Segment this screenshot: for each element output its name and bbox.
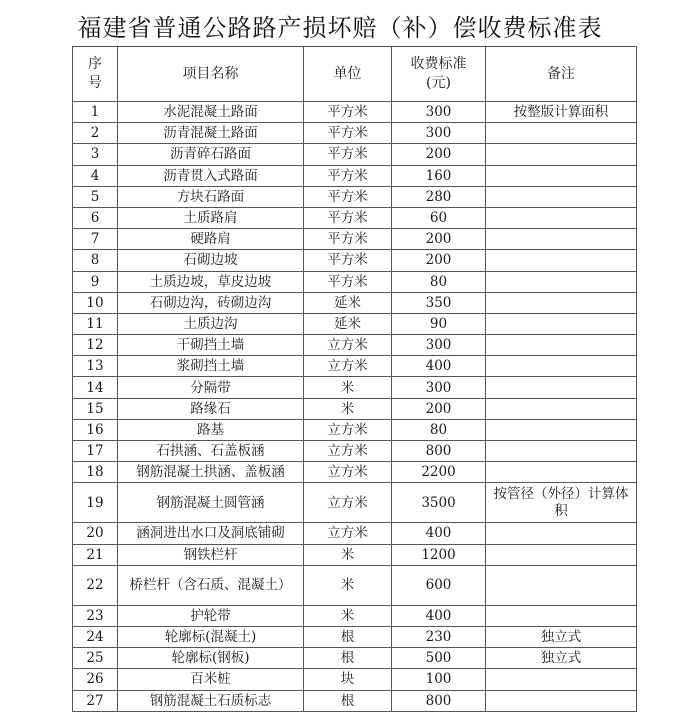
header-name: 项目名称 [118, 47, 304, 102]
row-fee: 350 [392, 292, 486, 313]
row-unit: 根 [304, 690, 392, 711]
row-no: 20 [73, 523, 118, 544]
row-fee: 300 [392, 335, 486, 356]
row-name: 土质边坡，草皮边坡 [118, 271, 304, 292]
table-row [73, 690, 637, 711]
row-note: 按整版计算面积 [486, 102, 637, 123]
row-unit: 平方米 [304, 271, 392, 292]
row-note: 独立式 [486, 648, 637, 669]
row-note [486, 398, 637, 419]
row-unit: 米 [304, 398, 392, 419]
row-note [486, 419, 637, 440]
row-note: 独立式 [486, 626, 637, 647]
table-row [73, 669, 637, 690]
table-row [73, 626, 637, 647]
row-note [486, 441, 637, 462]
row-fee: 280 [392, 186, 486, 207]
row-unit: 平方米 [304, 229, 392, 250]
row-name: 浆砌挡土墙 [118, 356, 304, 377]
row-fee: 400 [392, 356, 486, 377]
row-fee: 1200 [392, 544, 486, 565]
row-fee: 60 [392, 207, 486, 228]
row-unit: 平方米 [304, 207, 392, 228]
row-fee: 200 [392, 250, 486, 271]
row-unit: 立方米 [304, 523, 392, 544]
row-unit: 根 [304, 648, 392, 669]
row-unit: 立方米 [304, 462, 392, 483]
row-no: 19 [73, 483, 118, 523]
row-name: 石砌边沟，砖砌边沟 [118, 292, 304, 313]
row-no: 9 [73, 271, 118, 292]
row-no: 10 [73, 292, 118, 313]
row-name: 水泥混凝土路面 [118, 102, 304, 123]
row-unit: 块 [304, 669, 392, 690]
row-note [486, 377, 637, 398]
page-title: 福建省普通公路路产损坏赔（补）偿收费标准表 [77, 14, 603, 42]
row-unit: 平方米 [304, 123, 392, 144]
table-row [73, 165, 637, 186]
table-row [73, 605, 637, 626]
row-fee: 500 [392, 648, 486, 669]
table-row [73, 250, 637, 271]
table-row [73, 144, 637, 165]
row-note [486, 165, 637, 186]
table-row [73, 313, 637, 334]
row-name: 钢筋混凝土石质标志 [118, 690, 304, 711]
row-no: 1 [73, 102, 118, 123]
row-no: 3 [73, 144, 118, 165]
row-fee: 300 [392, 102, 486, 123]
row-name: 路缘石 [118, 398, 304, 419]
row-name: 沥青混凝土路面 [118, 123, 304, 144]
row-no: 7 [73, 229, 118, 250]
row-fee: 3500 [392, 483, 486, 523]
row-fee: 100 [392, 669, 486, 690]
row-name: 轮廓标(混凝土) [118, 626, 304, 647]
row-no: 13 [73, 356, 118, 377]
row-note [486, 356, 637, 377]
row-unit: 米 [304, 544, 392, 565]
row-name: 钢筋混凝土圆管涵 [118, 483, 304, 523]
row-note [486, 229, 637, 250]
row-fee: 600 [392, 565, 486, 605]
row-note: 按管径（外径）计算体积 [486, 483, 637, 523]
row-no: 15 [73, 398, 118, 419]
row-name: 土质边沟 [118, 313, 304, 334]
row-no: 5 [73, 186, 118, 207]
row-fee: 200 [392, 229, 486, 250]
row-note [486, 250, 637, 271]
row-no: 27 [73, 690, 118, 711]
row-unit: 立方米 [304, 335, 392, 356]
row-unit: 延米 [304, 313, 392, 334]
row-fee: 200 [392, 144, 486, 165]
row-note [486, 207, 637, 228]
row-unit: 平方米 [304, 165, 392, 186]
row-no: 18 [73, 462, 118, 483]
row-note [486, 292, 637, 313]
row-no: 23 [73, 605, 118, 626]
row-unit: 平方米 [304, 144, 392, 165]
row-no: 17 [73, 441, 118, 462]
header-fee: 收费标准(元) [392, 47, 486, 102]
row-no: 16 [73, 419, 118, 440]
row-no: 25 [73, 648, 118, 669]
row-note [486, 144, 637, 165]
row-note [486, 605, 637, 626]
row-no: 12 [73, 335, 118, 356]
row-fee: 80 [392, 271, 486, 292]
row-note [486, 523, 637, 544]
table-row [73, 483, 637, 523]
table-row [73, 102, 637, 123]
row-name: 百米桩 [118, 669, 304, 690]
table-row [73, 441, 637, 462]
row-name: 钢铁栏杆 [118, 544, 304, 565]
row-unit: 米 [304, 377, 392, 398]
row-fee: 300 [392, 123, 486, 144]
row-name: 分隔带 [118, 377, 304, 398]
row-name: 土质路肩 [118, 207, 304, 228]
row-name: 轮廓标(钢板) [118, 648, 304, 669]
row-unit: 根 [304, 626, 392, 647]
row-no: 11 [73, 313, 118, 334]
row-note [486, 565, 637, 605]
row-name: 硬路肩 [118, 229, 304, 250]
row-name: 桥栏杆（含石质、混凝土） [118, 565, 304, 605]
table-row [73, 335, 637, 356]
table-row [73, 271, 637, 292]
row-name: 沥青贯入式路面 [118, 165, 304, 186]
row-name: 石拱涵、石盖板涵 [118, 441, 304, 462]
row-fee: 2200 [392, 462, 486, 483]
row-fee: 800 [392, 441, 486, 462]
table-row [73, 123, 637, 144]
row-name: 钢筋混凝土拱涵、盖板涵 [118, 462, 304, 483]
row-no: 26 [73, 669, 118, 690]
row-unit: 平方米 [304, 186, 392, 207]
table-row [73, 419, 637, 440]
row-fee: 300 [392, 377, 486, 398]
row-no: 8 [73, 250, 118, 271]
row-note [486, 186, 637, 207]
row-fee: 200 [392, 398, 486, 419]
row-note [486, 335, 637, 356]
row-no: 4 [73, 165, 118, 186]
row-unit: 延米 [304, 292, 392, 313]
row-fee: 80 [392, 419, 486, 440]
table-row [73, 207, 637, 228]
row-name: 护轮带 [118, 605, 304, 626]
row-unit: 平方米 [304, 250, 392, 271]
row-name: 方块石路面 [118, 186, 304, 207]
table-row [73, 523, 637, 544]
row-fee: 90 [392, 313, 486, 334]
row-note [486, 313, 637, 334]
row-unit: 立方米 [304, 419, 392, 440]
row-fee: 160 [392, 165, 486, 186]
table-row [73, 356, 637, 377]
table-row [73, 229, 637, 250]
row-unit: 立方米 [304, 483, 392, 523]
table-row [73, 648, 637, 669]
row-unit: 米 [304, 605, 392, 626]
row-note [486, 544, 637, 565]
row-unit: 立方米 [304, 356, 392, 377]
table-row [73, 462, 637, 483]
row-fee: 230 [392, 626, 486, 647]
header-note: 备注 [486, 47, 637, 102]
row-name: 干砌挡土墙 [118, 335, 304, 356]
row-no: 24 [73, 626, 118, 647]
row-fee: 400 [392, 605, 486, 626]
table-row [73, 186, 637, 207]
row-note [486, 123, 637, 144]
row-name: 沥青碎石路面 [118, 144, 304, 165]
row-unit: 立方米 [304, 441, 392, 462]
row-name: 涵洞进出水口及洞底铺砌 [118, 523, 304, 544]
row-note [486, 271, 637, 292]
table-row [73, 565, 637, 605]
row-note [486, 669, 637, 690]
header-unit: 单位 [304, 47, 392, 102]
row-unit: 米 [304, 565, 392, 605]
table-row [73, 544, 637, 565]
row-no: 2 [73, 123, 118, 144]
row-note [486, 690, 637, 711]
fee-standard-table [72, 46, 637, 712]
row-no: 14 [73, 377, 118, 398]
table-row [73, 398, 637, 419]
row-no: 22 [73, 565, 118, 605]
row-fee: 800 [392, 690, 486, 711]
row-note [486, 462, 637, 483]
row-fee: 400 [392, 523, 486, 544]
row-name: 路基 [118, 419, 304, 440]
header-no: 序号 [73, 47, 118, 102]
row-no: 6 [73, 207, 118, 228]
table-row [73, 377, 637, 398]
row-unit: 平方米 [304, 102, 392, 123]
row-no: 21 [73, 544, 118, 565]
table-header-row [73, 47, 637, 102]
row-name: 石砌边坡 [118, 250, 304, 271]
table-row [73, 292, 637, 313]
